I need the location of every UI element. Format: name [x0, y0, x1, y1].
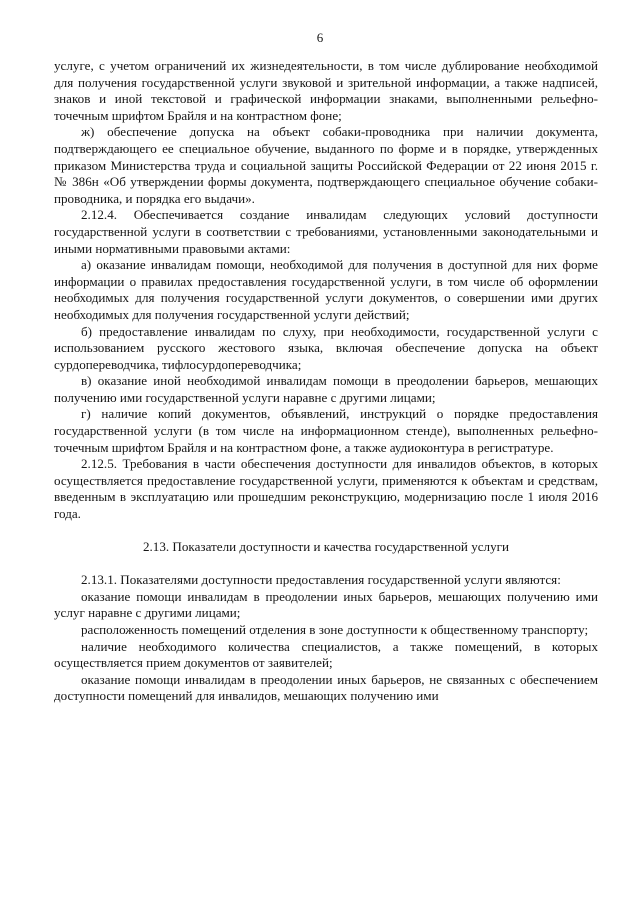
paragraph-2-13-1: 2.13.1. Показателями доступности предоставления государственной услуги являются:	[81, 572, 561, 588]
list-item: наличие необходимого количества специалистов, а также помещений, в которых осуществляется прием документов от заявителей;	[54, 638, 598, 671]
paragraph-item-g: г) наличие копий документов, объявлений, инструкций о порядке предоставления государственной услуги (в том числе на информационном стенде), выполненных рельефно-точечным шрифтом Брайля и на контрастном фоне, а также аудиоконтура в регистратуре.	[54, 406, 598, 455]
paragraph-item-b: б) предоставление инвалидам по слуху, при необходимости, государственной услуги с использованием русского жестового языка, включая обеспечение допуска на объект сурдопереводчика, тифлосурдопереводчика;	[54, 323, 598, 372]
paragraph-item-a: а) оказание инвалидам помощи, необходимой для получения в доступной для них форме информации о правилах предоставления государственной услуги, в том числе об оформлении необходимых для получения государственной услуги документов, о совершении ими других необходимых для получения государственной услуги действий;	[54, 257, 598, 322]
paragraph-2-12-4: 2.12.4. Обеспечивается создание инвалидам следующих условий доступности государственной услуги в соответствии с требованиями, установленными законодательными и иными нормативными правовыми актами:	[54, 207, 598, 256]
document-body	[54, 58, 598, 705]
paragraph-item-v: в) оказание иной необходимой инвалидам помощи в преодолении барьеров, мешающих получению ими государственной услуги наравне с другими лицами;	[54, 373, 598, 405]
list-item: расположенность помещений отделения в зоне доступности к общественному транспорту;	[81, 622, 589, 637]
paragraph-2-12-5: 2.12.5. Требования в части обеспечения доступности для инвалидов объектов, в которых осуществляется предоставление государственной услуги, применяются к объектам и средствам, введенным в эксплуатацию или прошедшим реконструкцию, модернизацию после 1 июля 2016 года.	[54, 456, 598, 522]
page-number: 6	[316, 30, 324, 45]
list-item: оказание помощи инвалидам в преодолении иных барьеров, мешающих получению ими услуг наравне с другими лицами;	[54, 588, 598, 621]
paragraph-continuation: услуге, с учетом ограничений их жизнедеятельности, в том числе дублирование необходимой для получения государственной услуги звуковой и зрительной информации, а также надписей, знаков и иной текстовой и графической информации знаками, выполненными рельефно-точечным шрифтом Брайля и на контрастном фоне;	[54, 58, 598, 123]
paragraph-item-zh: ж) обеспечение допуска на объект собаки-проводника при наличии документа, подтверждающего ее специальное обучение, выданного по форме и в порядке, утвержденных приказом Министерства труда и социальной защиты Российской Федерации от 22 июня 2015 г. № 386н «Об утверждении формы документа, подтверждающего специальное обучение собаки-проводника, и порядка его выдачи».	[54, 124, 598, 206]
list-item: оказание помощи инвалидам в преодолении иных барьеров, не связанных с обеспечением доступности помещений для инвалидов, мешающих получению ими	[54, 671, 598, 704]
section-title: 2.13. Показатели доступности и качества государственной услуги	[142, 538, 510, 554]
